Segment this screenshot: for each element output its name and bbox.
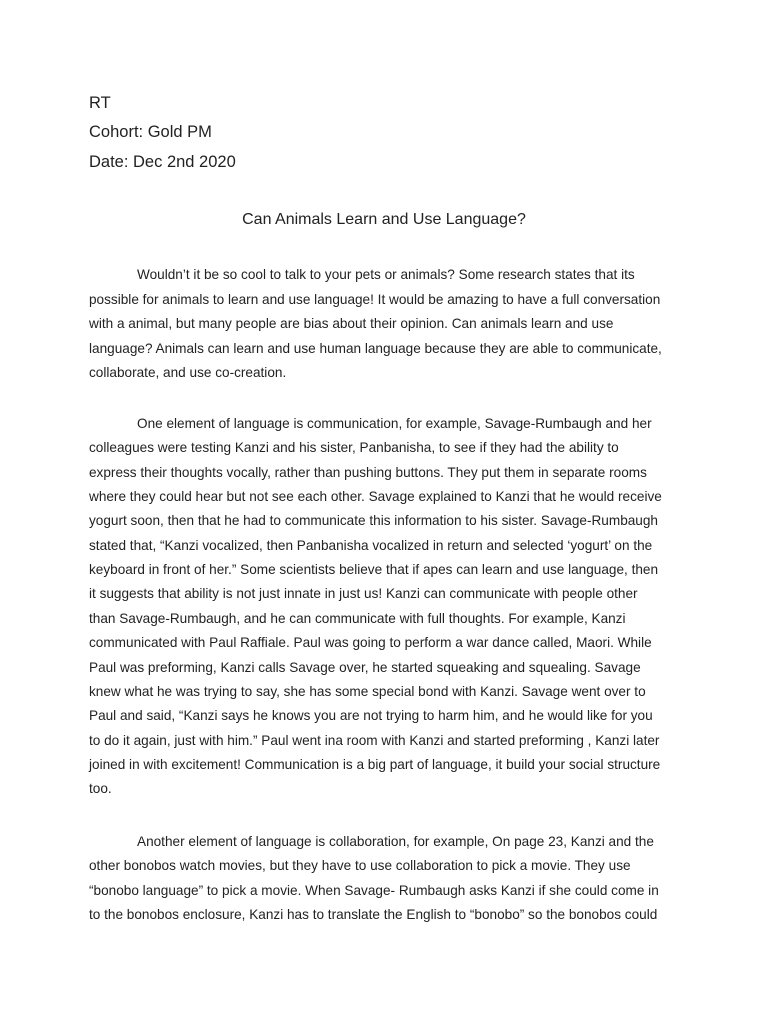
text-line: express their thoughts vocally, rather than pushing buttons. They put them in separate rooms <box>89 464 647 480</box>
date-line: Date: Dec 2nd 2020 <box>89 153 236 171</box>
text-line: language? Animals can learn and use human language because they are able to communicate, <box>89 340 662 356</box>
text-line: collaborate, and use co-creation. <box>89 365 287 380</box>
text-line: Paul was preforming, Kanzi calls Savage over, he started squeaking and squealing. Savage <box>89 659 641 675</box>
text-line: communicated with Paul Raffiale. Paul was going to perform a war dance called, Maori. While <box>89 635 652 651</box>
document-title: Can Animals Learn and Use Language? <box>242 211 526 228</box>
text-line: Wouldn’t it be so cool to talk to your pets or animals? Some research states that its <box>137 267 635 282</box>
text-line: keyboard in front of her.” Some scientists believe that if apes can learn and use language, then <box>89 562 659 578</box>
text-line: to do it again, just with him.” Paul went ina room with Kanzi and started preforming , Kanzi later <box>89 732 660 748</box>
text-line: yogurt soon, then that he had to communicate this information to his sister. Savage-Rumbaugh <box>89 513 658 529</box>
text-line: to the bonobos enclosure, Kanzi has to translate the English to “bonobo” so the bonobos could <box>89 906 658 922</box>
text-line: than Savage-Rumbaugh, and he can communicate with full thoughts. For example, Kanzi <box>89 610 626 626</box>
text-line: too. <box>89 781 112 797</box>
text-line: joined in with excitement! Communication is a big part of language, it build your social structure <box>89 756 661 772</box>
author-initials: RT <box>89 94 111 112</box>
text-line: with a animal, but many people are bias about their opinion. Can animals learn and use <box>89 316 614 331</box>
text-line: One element of language is communication, for example, Savage-Rumbaugh and her <box>137 416 652 431</box>
text-line: colleagues were testing Kanzi and his sister, Panbanisha, to see if they had the ability to <box>89 440 619 456</box>
text-line: other bonobos watch movies, but they have to use collaboration to pick a movie. They use <box>89 858 631 874</box>
text-line: stated that, “Kanzi vocalized, then Panbanisha vocalized in return and selected ‘yogurt’ on the <box>89 537 653 553</box>
text-line: possible for animals to learn and use language! It would be amazing to have a full conversation <box>89 291 661 307</box>
text-line: where they could hear but not see each other. Savage explained to Kanzi that he would receive <box>89 489 662 505</box>
text-line: “bonobo language” to pick a movie. When Savage- Rumbaugh asks Kanzi if she could come in <box>89 882 659 898</box>
text-line: Paul and said, “Kanzi says he knows you are not trying to harm him, and he would like for you <box>89 708 653 724</box>
text-line: Another element of language is collaboration, for example, On page 23, Kanzi and the <box>137 834 654 849</box>
text-line: it suggests that ability is not just innate in just us! Kanzi can communicate with people other <box>89 586 638 602</box>
cohort-line: Cohort: Gold PM <box>89 123 212 141</box>
text-line: knew what he was trying to say, she has some special bond with Kanzi. Savage went over to <box>89 683 646 699</box>
